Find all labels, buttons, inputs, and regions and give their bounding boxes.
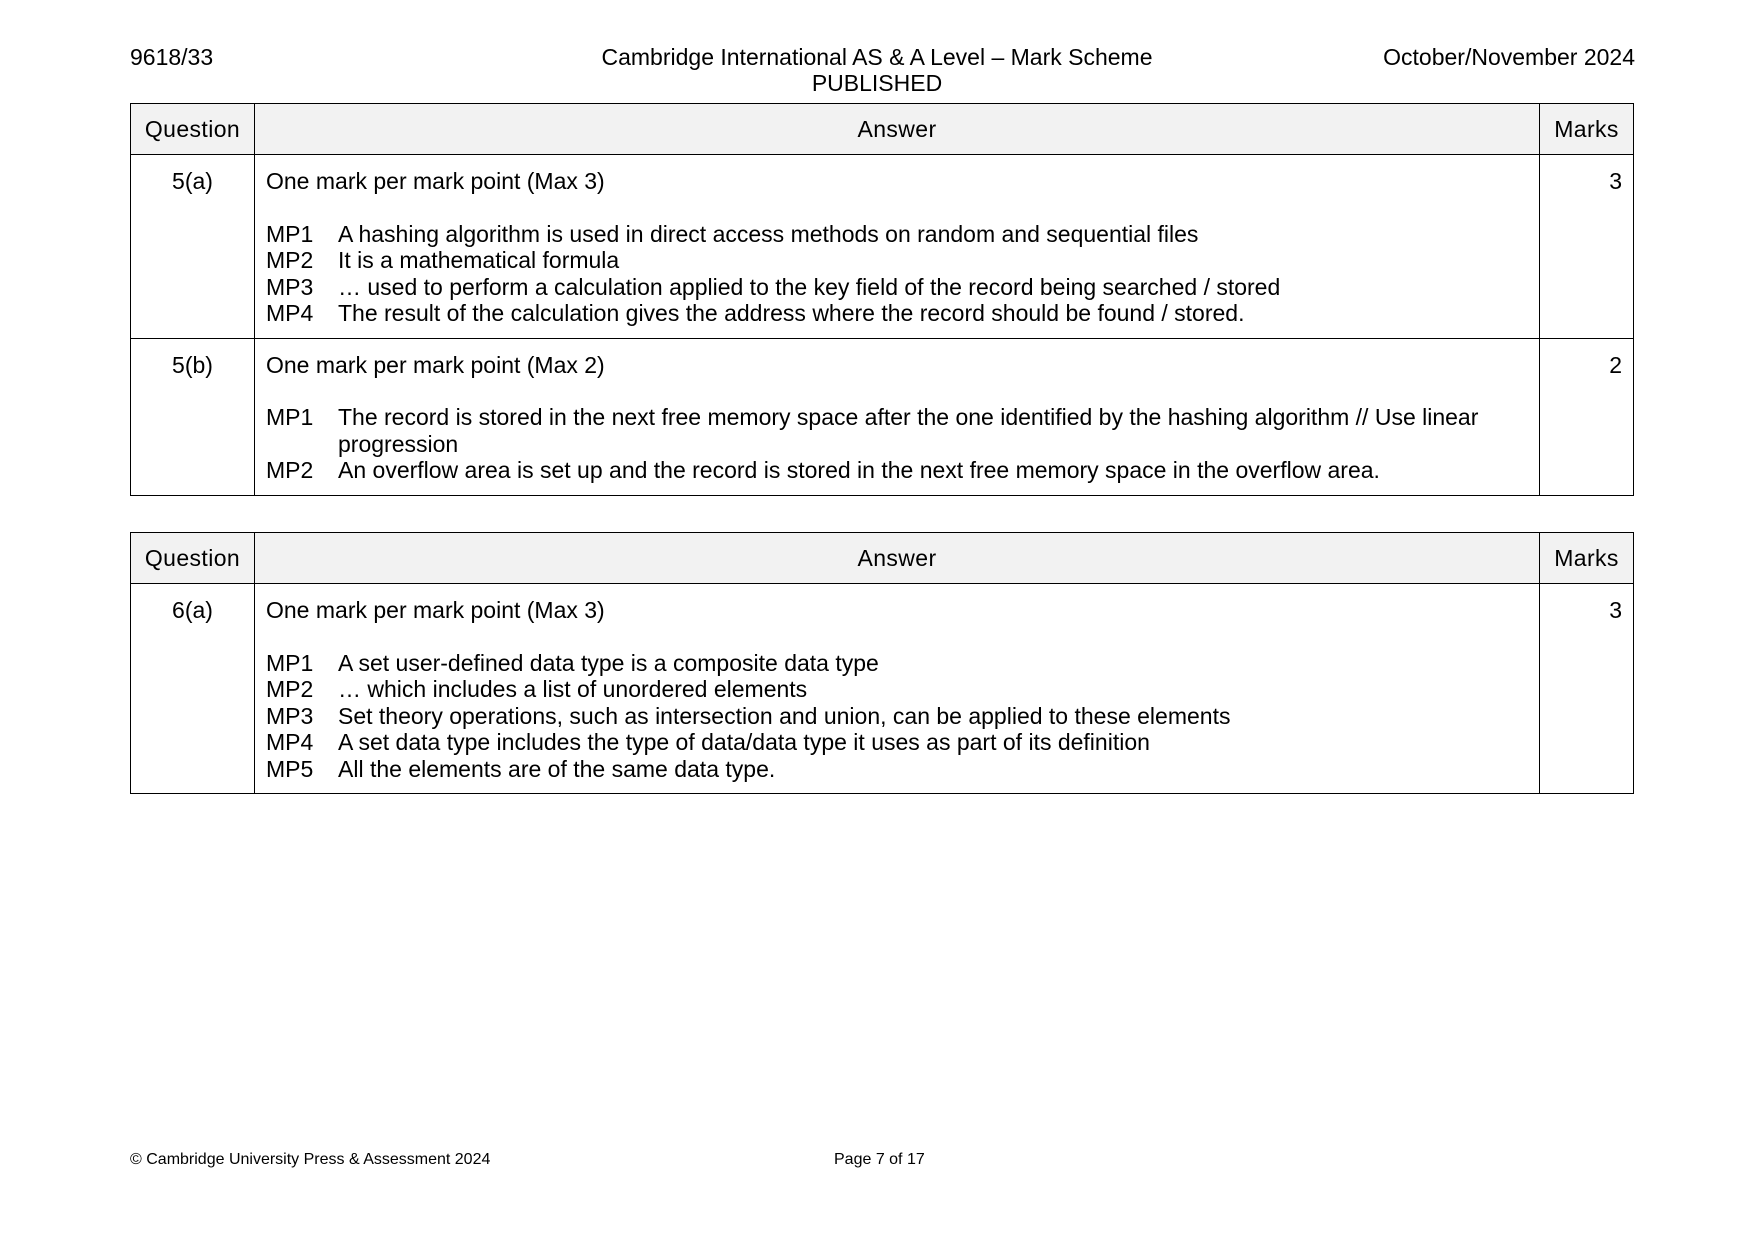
answer-intro: One mark per mark point (Max 3) [266, 168, 605, 194]
paper-code: 9618/33 [130, 44, 214, 70]
mark-point-label: MP1 [266, 404, 314, 430]
mark-point-text: It is a mathematical formula [338, 247, 620, 273]
mark-point-text: Set theory operations, such as intersection and union, can be applied to these elements [338, 702, 1231, 729]
mark-point-text: … which includes a list of unordered elements [338, 676, 808, 702]
table-row [131, 584, 1634, 794]
mark-point-text: A set user-defined data type is a composite data type [338, 649, 879, 676]
marks-value: 2 [1540, 338, 1634, 495]
mark-point-label: MP3 [266, 273, 314, 300]
mark-point [266, 703, 1528, 730]
mark-point [266, 729, 1528, 756]
mark-point-label: MP3 [266, 702, 314, 729]
answer-intro: One mark per mark point (Max 3) [266, 597, 605, 623]
answer-cell [255, 338, 1540, 495]
mark-point-text: An overflow area is set up and the record is stored in the next free memory space in the overflow area. [338, 457, 1380, 483]
page-number: Page 7 of 17 [834, 1151, 925, 1168]
question-number: 5(b) [131, 338, 255, 495]
answer-column-header: Answer [255, 533, 1540, 584]
marks-column-header: Marks [1540, 104, 1634, 155]
answer-cell [255, 155, 1540, 339]
question-column-header: Question [131, 104, 255, 155]
answer-column-header: Answer [255, 104, 1540, 155]
copyright-notice: © Cambridge University Press & Assessment 2024 [130, 1151, 491, 1168]
table-header-row [131, 104, 1634, 155]
question-number: 6(a) [131, 584, 255, 794]
mark-point-label: MP1 [266, 220, 314, 247]
mark-point [266, 221, 1528, 248]
marks-column-header: Marks [1540, 533, 1634, 584]
mark-point-text: All the elements are of the same data type. [338, 755, 776, 782]
mark-scheme-table [130, 103, 1634, 496]
mark-point [266, 404, 1528, 457]
mark-point-label: MP5 [266, 755, 314, 782]
mark-point-text: A hashing algorithm is used in direct access methods on random and sequential files [338, 220, 1199, 247]
mark-point-label: MP2 [266, 676, 314, 702]
mark-scheme-table [130, 532, 1634, 794]
exam-session: October/November 2024 [1383, 44, 1635, 70]
marks-value: 3 [1540, 584, 1634, 794]
mark-point-label: MP1 [266, 649, 314, 676]
mark-point [266, 457, 1528, 484]
mark-point-text: The record is stored in the next free memory space after the one identified by the hashing algorithm // Use linear progression [338, 404, 1479, 457]
mark-point-label: MP4 [266, 300, 314, 326]
question-number: 5(a) [131, 155, 255, 339]
published-label: PUBLISHED [811, 70, 943, 96]
mark-point-label: MP2 [266, 247, 314, 273]
mark-point-text: The result of the calculation gives the address where the record should be found / stored. [338, 300, 1245, 326]
mark-point [266, 274, 1528, 301]
answer-intro: One mark per mark point (Max 2) [266, 351, 605, 378]
mark-point-label: MP4 [266, 729, 314, 755]
table-row [131, 338, 1634, 495]
table-header-row [131, 533, 1634, 584]
question-column-header: Question [131, 533, 255, 584]
mark-point [266, 756, 1528, 783]
document-title: Cambridge International AS & A Level – Mark Scheme [601, 44, 1153, 70]
mark-point [266, 247, 1528, 274]
mark-point [266, 676, 1528, 703]
mark-point-label: MP2 [266, 457, 314, 483]
mark-point-text: … used to perform a calculation applied to the key field of the record being searched / stored [338, 273, 1281, 300]
answer-cell [255, 584, 1540, 794]
table-row [131, 155, 1634, 339]
marks-value: 3 [1540, 155, 1634, 339]
mark-point [266, 300, 1528, 327]
mark-point-text: A set data type includes the type of data/data type it uses as part of its definition [338, 729, 1150, 755]
mark-point [266, 650, 1528, 677]
